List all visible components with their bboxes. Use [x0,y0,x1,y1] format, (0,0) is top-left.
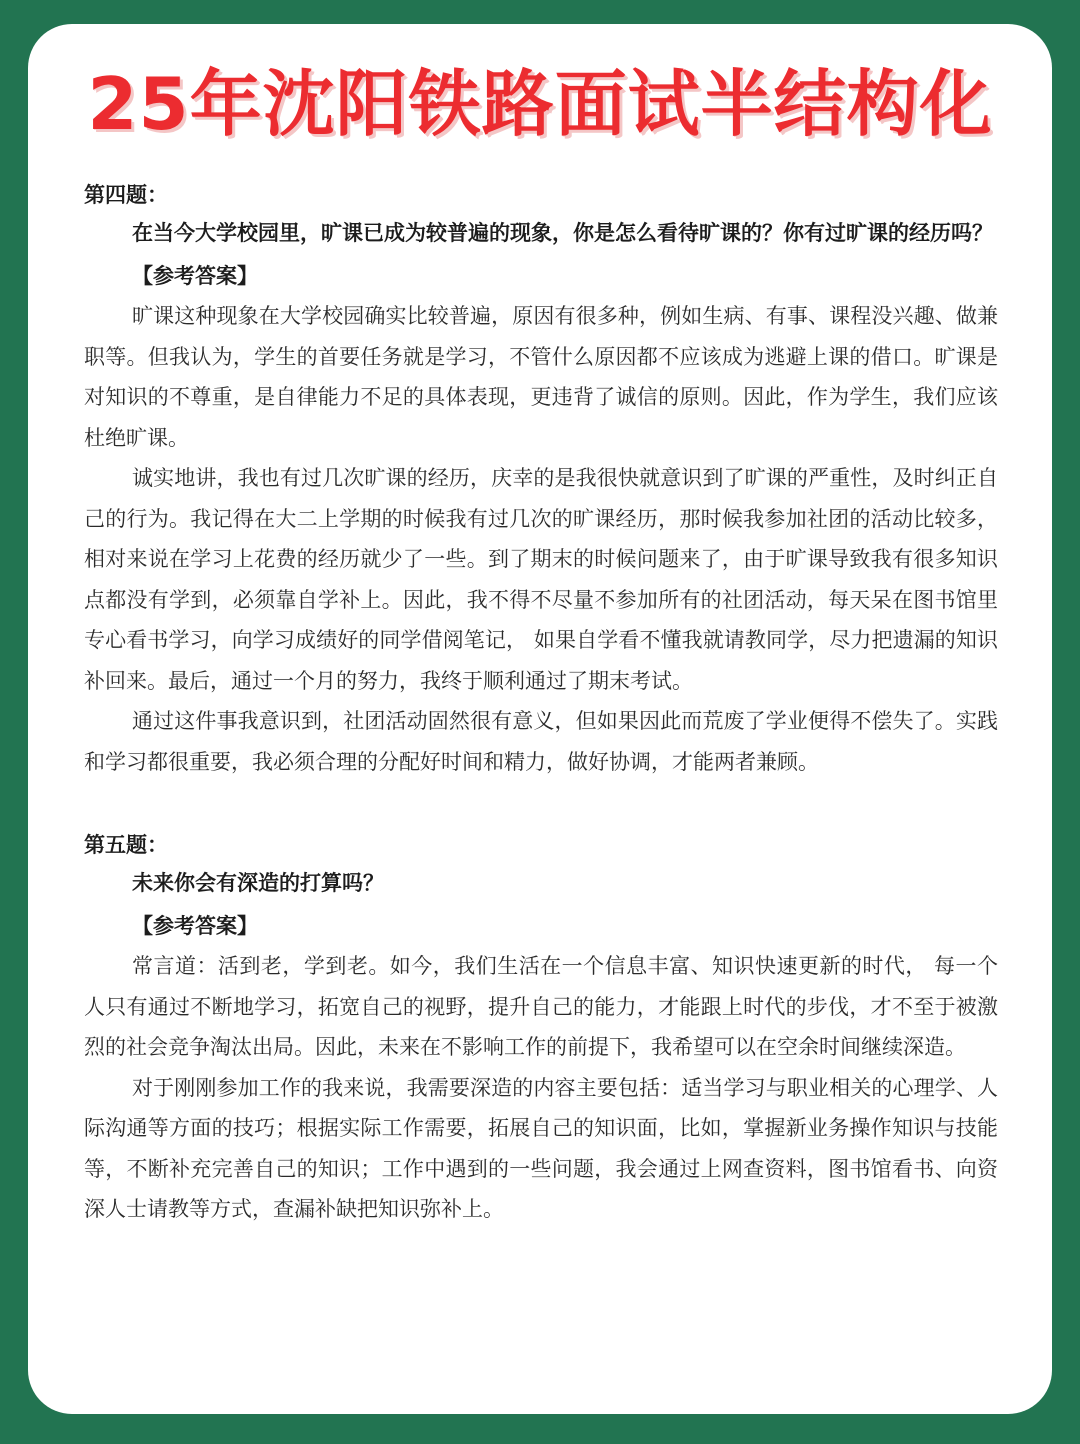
question-5-text: 未来你会有深造的打算吗？ [132,871,384,895]
question-4-answer-label: 【参考答案】 [132,264,258,288]
question-5-answer-paragraph: 对于刚刚参加工作的我来说，我需要深造的内容主要包括：适当学习与职业相关的心理学、人际沟通等方面的技巧；根据实际工作需要，拓展自己的知识面，比如，掌握新业务操作知识与技能等，不断补充完善自己的知识；工作中遇到的一些问题，我会通过上网查资料，图书馆看书、向资深人士请教等方式，查漏补缺把知识弥补上。 [84,1075,998,1221]
question-4-answer-paragraph: 诚实地讲，我也有过几次旷课的经历，庆幸的是我很快就意识到了旷课的严重性，及时纠正自己的行为。我记得在大二上学期的时候我有过几次的旷课经历，那时候我参加社团的活动比较多，相对来说在学习上花费的经历就少了一些。到了期末的时候问题来了，由于旷课导致我有很多知识点都没有学到，必须靠自学补上。因此，我不得不尽量不参加所有的社团活动，每天呆在图书馆里专心看书学习，向学习成绩好的同学借阅笔记， 如果自学看不懂我就请教同学，尽力把遗漏的知识补回来。最后，通过一个月的努力，我终于顺利通过了期末考试。 [84,466,998,693]
section-spacer [84,782,998,826]
question-4-heading: 第四题： [84,183,168,207]
question-4-section [84,176,998,782]
question-4-text: 在当今大学校园里，旷课已成为较普遍的现象，你是怎么看待旷课的？你有过旷课的经历吗？ [132,221,993,245]
question-4-answer-paragraph: 通过这件事我意识到，社团活动固然很有意义，但如果因此而荒废了学业便得不偿失了。实践和学习都很重要，我必须合理的分配好时间和精力，做好协调，才能两者兼顾。 [84,709,998,774]
question-5-section [84,826,998,1230]
question-5-answer-paragraph: 常言道：活到老，学到老。如今，我们生活在一个信息丰富、知识快速更新的时代， 每一个人只有通过不断地学习，拓宽自己的视野，提升自己的能力，才能跟上时代的步伐，才不至于被激烈的社会竞争淘汰出局。因此，未来在不影响工作的前提下，我希望可以在空余时间继续深造。 [84,954,998,1059]
document-body [84,176,998,1230]
question-4-answer-paragraph: 旷课这种现象在大学校园确实比较普遍，原因有很多种，例如生病、有事、课程没兴趣、做兼职等。但我认为，学生的首要任务就是学习，不管什么原因都不应该成为逃避上课的借口。旷课是对知识的不尊重，是自律能力不足的具体表现，更违背了诚信的原则。因此，作为学生，我们应该杜绝旷课。 [84,304,998,450]
page-title: 25年沈阳铁路面试半结构化 [87,62,993,146]
question-5-heading: 第五题： [84,833,168,857]
question-5-answer-label: 【参考答案】 [132,914,258,938]
